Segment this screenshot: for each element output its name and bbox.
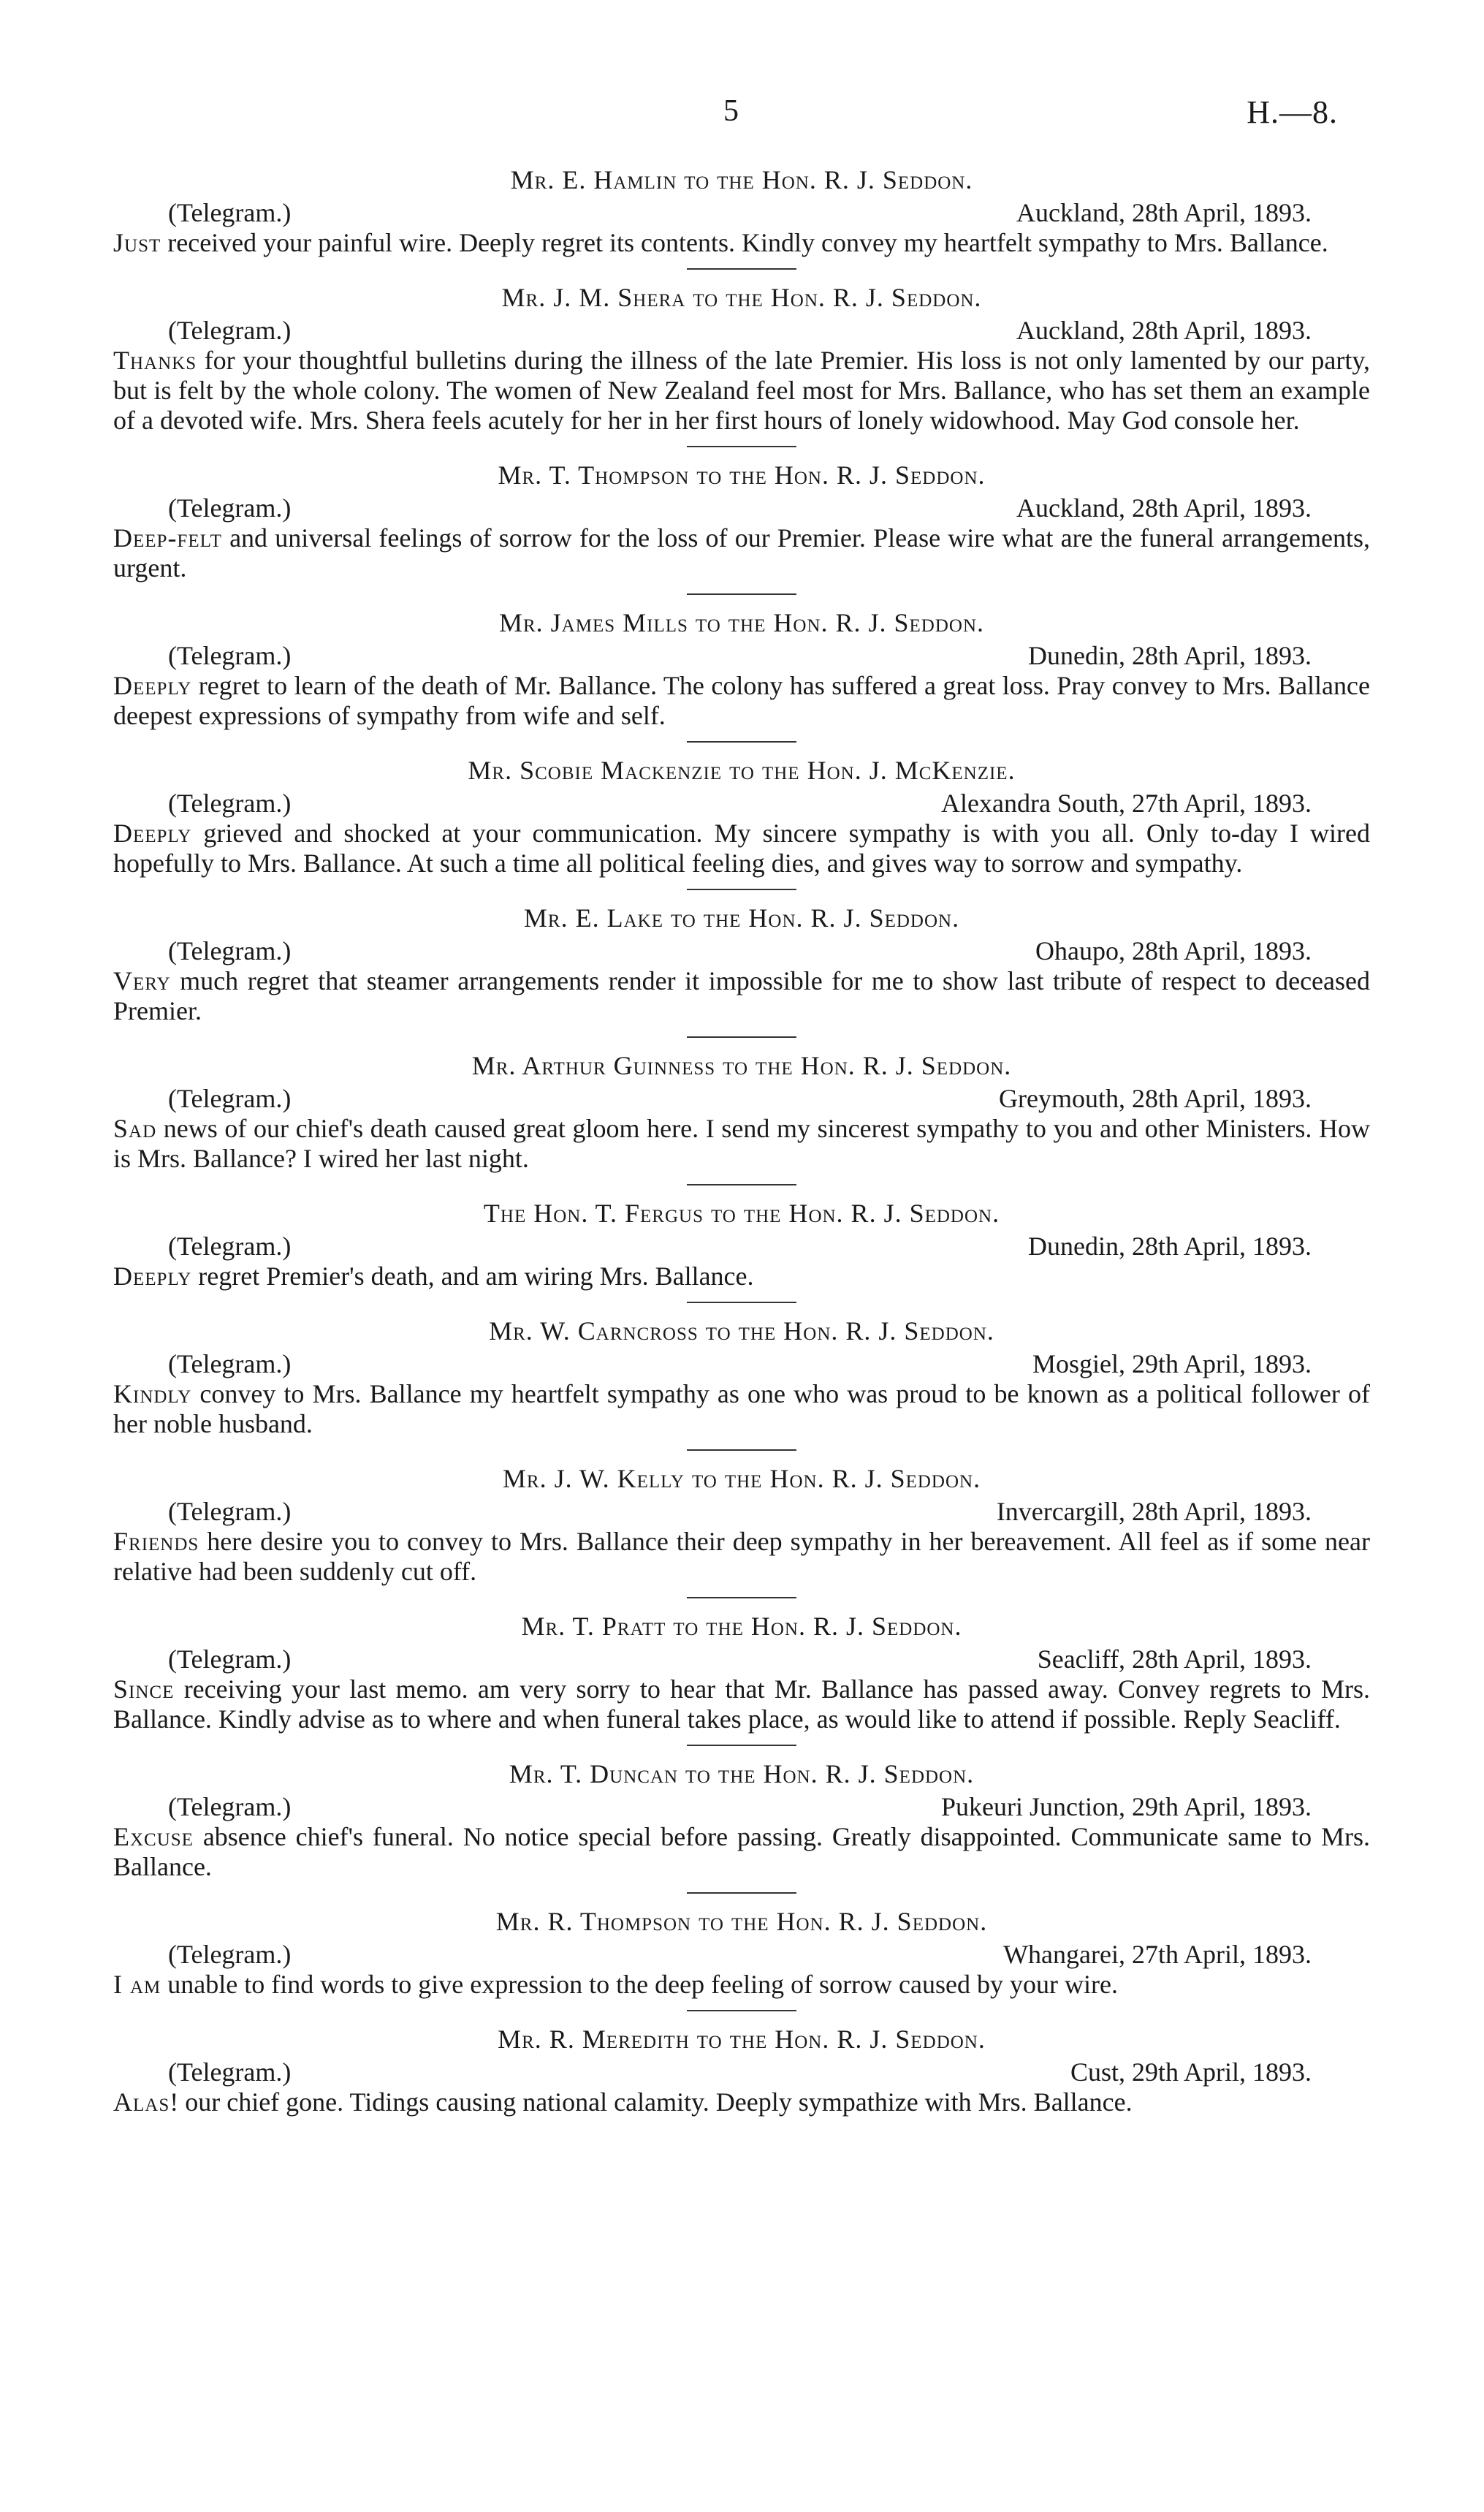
telegram-place-date: Mosgiel, 29th April, 1893. bbox=[1032, 1349, 1312, 1378]
telegram-place-date: Dunedin, 28th April, 1893. bbox=[1028, 1232, 1312, 1261]
telegram-text: news of our chief's death caused great gloom here. I send my sincerest sympathy to you and other Ministers. How is Mrs. Ballance? I wired her last night. bbox=[113, 1114, 1370, 1173]
section-divider bbox=[687, 2010, 796, 2011]
telegram-meta bbox=[113, 1083, 1370, 1114]
telegram-meta bbox=[113, 640, 1370, 671]
telegram-text: unable to find words to give expression to the deep feeling of sorrow caused by your wire. bbox=[161, 1970, 1118, 1999]
telegram-body bbox=[113, 1674, 1370, 1734]
telegram-first-word: Alas bbox=[113, 2087, 170, 2117]
telegram-first-word: Deep-felt bbox=[113, 523, 222, 553]
telegram-text: regret Premier's death, and am wiring Mrs. Ballance. bbox=[191, 1261, 754, 1291]
telegram-entry bbox=[113, 458, 1370, 583]
telegram-first-word: Deeply bbox=[113, 1261, 192, 1291]
telegram-body bbox=[113, 671, 1370, 731]
telegram-kind: (Telegram.) bbox=[168, 316, 292, 345]
section-divider bbox=[687, 1597, 796, 1598]
telegram-heading: Mr. Arthur Guinness to the Hon. R. J. Seddon. bbox=[471, 1051, 1012, 1080]
telegram-place-date: Ohaupo, 28th April, 1893. bbox=[1035, 936, 1312, 965]
telegram-place-date: Auckland, 28th April, 1893. bbox=[1016, 316, 1312, 345]
telegram-text: absence chief's funeral. No notice special before passing. Greatly disappointed. Communicate same to Mrs. Ballance. bbox=[113, 1822, 1370, 1881]
telegram-place-date: Pukeuri Junction, 29th April, 1893. bbox=[941, 1792, 1312, 1821]
section-divider bbox=[687, 1892, 796, 1894]
telegram-place-date: Greymouth, 28th April, 1893. bbox=[999, 1084, 1312, 1113]
telegram-kind: (Telegram.) bbox=[168, 1497, 292, 1526]
telegram-text: here desire you to convey to Mrs. Ballance their deep sympathy in her bereavement. All feel as if some near relative had been suddenly cut off. bbox=[113, 1527, 1370, 1586]
telegram-entry bbox=[113, 1048, 1370, 1174]
telegram-first-word: Deeply bbox=[113, 819, 192, 848]
telegram-heading: Mr. J. W. Kelly to the Hon. R. J. Seddon. bbox=[502, 1464, 981, 1493]
section-divider bbox=[687, 593, 796, 595]
telegram-first-word: Very bbox=[113, 966, 171, 995]
telegram-body bbox=[113, 1527, 1370, 1587]
telegram-body bbox=[113, 1261, 1370, 1291]
telegram-entry bbox=[113, 2022, 1370, 2117]
telegram-body bbox=[113, 1822, 1370, 1882]
telegram-meta bbox=[113, 1496, 1370, 1527]
telegram-entry bbox=[113, 280, 1370, 436]
telegram-kind: (Telegram.) bbox=[168, 1232, 292, 1261]
telegram-meta bbox=[113, 1791, 1370, 1822]
section-divider bbox=[687, 1036, 796, 1038]
telegram-entry bbox=[113, 1756, 1370, 1882]
telegram-first-word: Thanks bbox=[113, 346, 197, 375]
telegram-meta bbox=[113, 197, 1370, 228]
telegram-body bbox=[113, 966, 1370, 1026]
telegram-first-word: Sad bbox=[113, 1114, 157, 1143]
telegram-entry bbox=[113, 753, 1370, 879]
telegram-text: for your thoughtful bulletins during the illness of the late Premier. His loss is not only lamented by our party, but is felt by the whole colony. The women of New Zealand feel most for Mrs. Ballance, who has set them an example of a devoted wife. Mrs. Shera feels acutely for her in her first hours of lonely widowhood. May God console her. bbox=[113, 346, 1370, 435]
telegram-heading: Mr. Scobie Mackenzie to the Hon. J. McKenzie. bbox=[468, 756, 1016, 785]
telegram-entry bbox=[113, 1313, 1370, 1439]
telegram-kind: (Telegram.) bbox=[168, 1792, 292, 1821]
telegram-place-date: Whangarei, 27th April, 1893. bbox=[1003, 1940, 1312, 1969]
telegram-place-date: Seacliff, 28th April, 1893. bbox=[1037, 1644, 1312, 1674]
telegram-entry bbox=[113, 900, 1370, 1026]
telegram-meta bbox=[113, 2057, 1370, 2087]
telegram-place-date: Cust, 29th April, 1893. bbox=[1070, 2057, 1312, 2087]
telegram-list bbox=[113, 162, 1370, 2117]
telegram-first-word: Friends bbox=[113, 1527, 199, 1556]
telegram-entry bbox=[113, 605, 1370, 731]
telegram-body bbox=[113, 1970, 1370, 2000]
telegram-kind: (Telegram.) bbox=[168, 198, 292, 227]
telegram-heading: Mr. T. Duncan to the Hon. R. J. Seddon. bbox=[509, 1759, 975, 1788]
telegram-meta bbox=[113, 1348, 1370, 1379]
telegram-body bbox=[113, 346, 1370, 436]
telegram-meta bbox=[113, 1231, 1370, 1261]
telegram-kind: (Telegram.) bbox=[168, 789, 292, 818]
telegram-text: regret to learn of the death of Mr. Ballance. The colony has suffered a great loss. Pray convey to Mrs. Ballance deepest expressions of sympathy from wife and self. bbox=[113, 671, 1370, 730]
telegram-place-date: Auckland, 28th April, 1893. bbox=[1016, 198, 1312, 227]
telegram-place-date: Auckland, 28th April, 1893. bbox=[1016, 493, 1312, 523]
telegram-heading: Mr. T. Pratt to the Hon. R. J. Seddon. bbox=[521, 1612, 962, 1641]
telegram-meta bbox=[113, 493, 1370, 523]
telegram-text: received your painful wire. Deeply regret its contents. Kindly convey my heartfelt sympathy to Mrs. Ballance. bbox=[161, 228, 1328, 257]
telegram-body bbox=[113, 819, 1370, 879]
telegram-first-word: I am bbox=[113, 1970, 161, 1999]
telegram-entry bbox=[113, 1904, 1370, 2000]
telegram-meta bbox=[113, 315, 1370, 346]
telegram-heading: Mr. J. M. Shera to the Hon. R. J. Seddon. bbox=[501, 283, 982, 312]
telegram-place-date: Dunedin, 28th April, 1893. bbox=[1028, 641, 1312, 670]
section-divider bbox=[687, 889, 796, 890]
telegram-heading: Mr. R. Thompson to the Hon. R. J. Seddon. bbox=[495, 1907, 988, 1936]
telegram-kind: (Telegram.) bbox=[168, 2057, 292, 2087]
telegram-heading: Mr. E. Lake to the Hon. R. J. Seddon. bbox=[523, 903, 960, 933]
telegram-kind: (Telegram.) bbox=[168, 1349, 292, 1378]
telegram-text: and universal feelings of sorrow for the loss of our Premier. Please wire what are the funeral arrangements, urgent. bbox=[113, 523, 1370, 583]
telegram-kind: (Telegram.) bbox=[168, 641, 292, 670]
telegram-heading: Mr. James Mills to the Hon. R. J. Seddon. bbox=[498, 608, 985, 637]
page-header bbox=[0, 94, 1484, 137]
telegram-place-date: Invercargill, 28th April, 1893. bbox=[996, 1497, 1312, 1526]
telegram-text: grieved and shocked at your communication. My sincere sympathy is with you all. Only to-day I wired hopefully to Mrs. Ballance. At such a time all political feeling dies, and gives way to sorrow and sympathy. bbox=[113, 819, 1370, 878]
document-code: H.—8. bbox=[1247, 94, 1338, 130]
telegram-heading: Mr. E. Hamlin to the Hon. R. J. Seddon. bbox=[510, 165, 973, 194]
telegram-first-word: Deeply bbox=[113, 671, 192, 700]
telegram-entry bbox=[113, 162, 1370, 258]
telegram-body bbox=[113, 228, 1370, 258]
telegram-first-word: Excuse bbox=[113, 1822, 194, 1851]
telegram-heading: The Hon. T. Fergus to the Hon. R. J. Seddon. bbox=[483, 1199, 1000, 1228]
telegram-meta bbox=[113, 1644, 1370, 1674]
telegram-kind: (Telegram.) bbox=[168, 1084, 292, 1113]
telegram-text: receiving your last memo. am very sorry to hear that Mr. Ballance has passed away. Convey regrets to Mrs. Ballance. Kindly advise as to where and when funeral takes place, as would like to attend if possible. Reply Seacliff. bbox=[113, 1674, 1370, 1734]
page-number: 5 bbox=[723, 94, 739, 128]
telegram-entry bbox=[113, 1609, 1370, 1734]
telegram-heading: Mr. W. Carncross to the Hon. R. J. Seddon. bbox=[489, 1316, 994, 1346]
telegram-text: convey to Mrs. Ballance my heartfelt sympathy as one who was proud to be known as a political follower of her noble husband. bbox=[113, 1379, 1370, 1438]
telegram-heading: Mr. T. Thompson to the Hon. R. J. Seddon. bbox=[498, 460, 986, 490]
telegram-first-word: Kindly bbox=[113, 1379, 192, 1408]
telegram-meta bbox=[113, 788, 1370, 819]
telegram-kind: (Telegram.) bbox=[168, 1940, 292, 1969]
telegram-meta bbox=[113, 936, 1370, 966]
telegram-first-word: Since bbox=[113, 1674, 175, 1704]
telegram-entry bbox=[113, 1196, 1370, 1291]
telegram-first-word: Just bbox=[113, 228, 161, 257]
telegram-kind: (Telegram.) bbox=[168, 1644, 292, 1674]
telegram-text: much regret that steamer arrangements render it impossible for me to show last tribute of respect to deceased Premier. bbox=[113, 966, 1370, 1025]
telegram-kind: (Telegram.) bbox=[168, 493, 292, 523]
telegram-meta bbox=[113, 1939, 1370, 1970]
telegram-entry bbox=[113, 1461, 1370, 1587]
telegram-body bbox=[113, 523, 1370, 583]
section-divider bbox=[687, 1302, 796, 1303]
telegram-kind: (Telegram.) bbox=[168, 936, 292, 965]
telegram-body bbox=[113, 1379, 1370, 1439]
section-divider bbox=[687, 1184, 796, 1185]
telegram-body bbox=[113, 2087, 1370, 2117]
telegram-body bbox=[113, 1114, 1370, 1174]
section-divider bbox=[687, 1745, 796, 1746]
section-divider bbox=[687, 268, 796, 270]
telegram-place-date: Alexandra South, 27th April, 1893. bbox=[941, 789, 1312, 818]
telegram-heading: Mr. R. Meredith to the Hon. R. J. Seddon. bbox=[498, 2025, 986, 2054]
section-divider bbox=[687, 446, 796, 447]
section-divider bbox=[687, 1449, 796, 1451]
telegram-text: ! our chief gone. Tidings causing national calamity. Deeply sympathize with Mrs. Ballance. bbox=[170, 2087, 1133, 2117]
section-divider bbox=[687, 741, 796, 743]
